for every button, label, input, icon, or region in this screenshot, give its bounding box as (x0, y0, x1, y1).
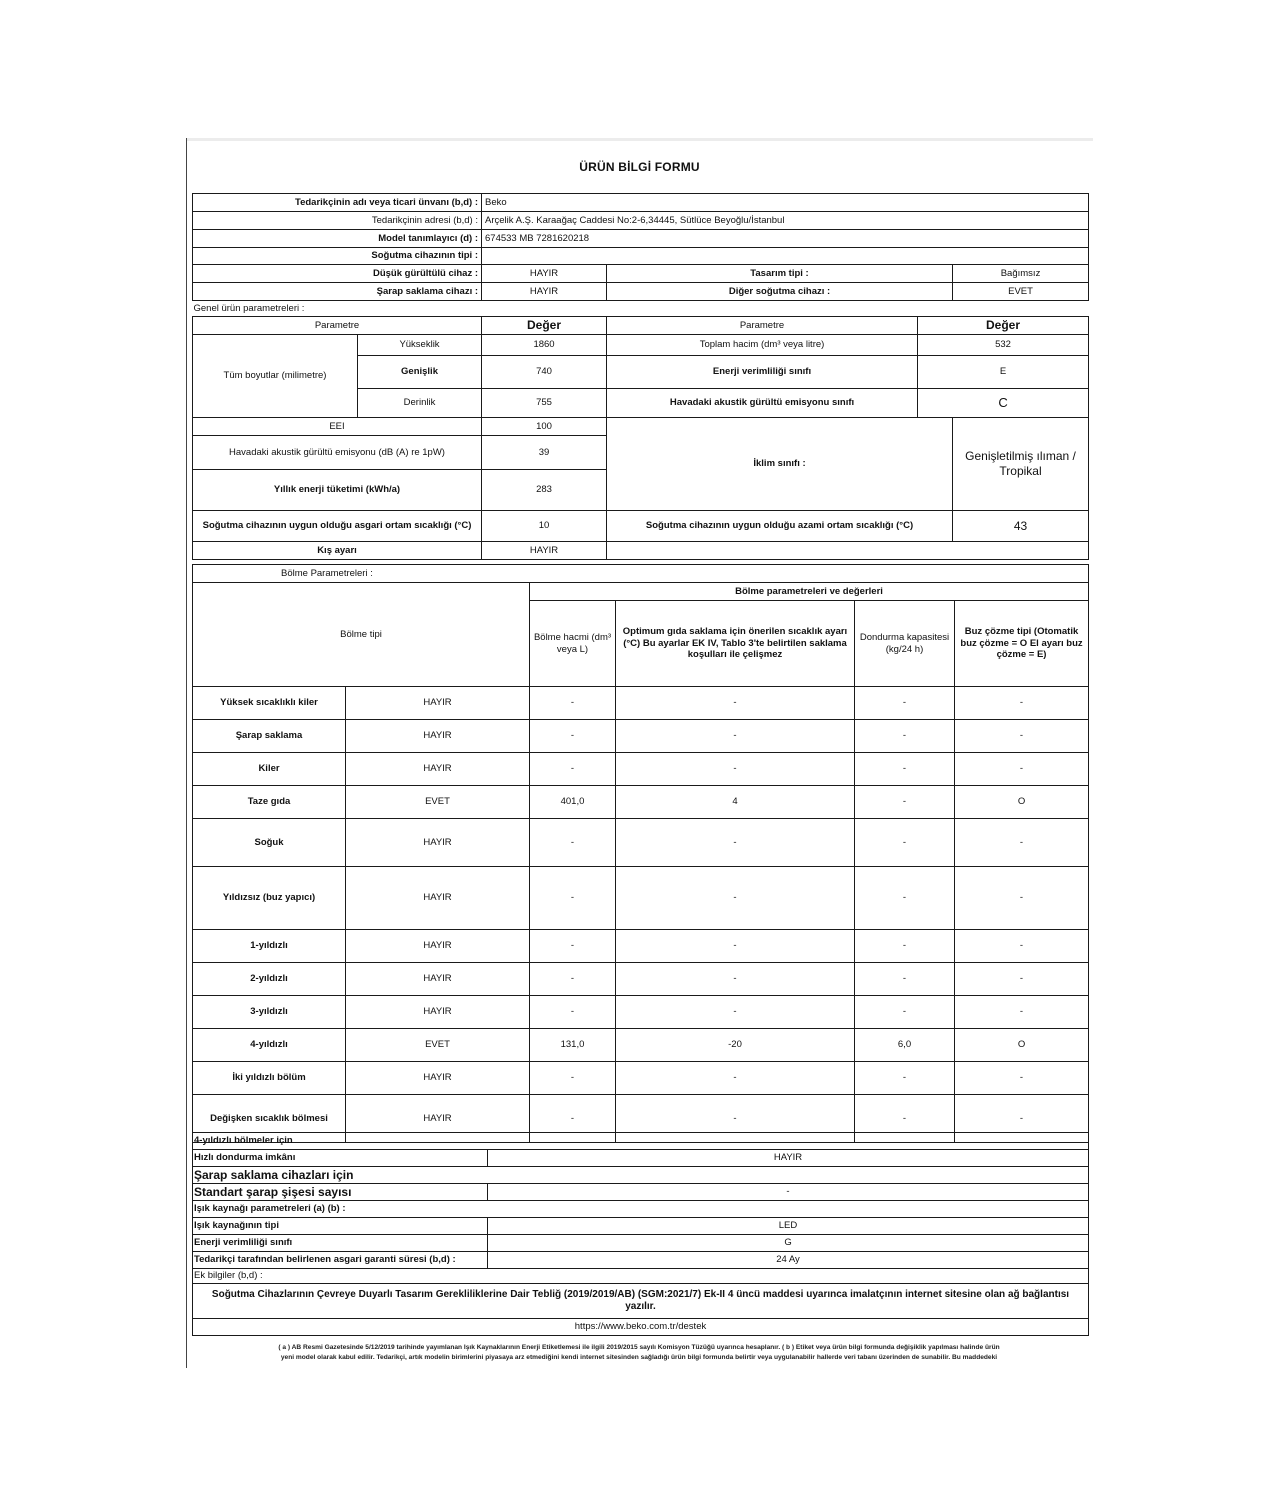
compartment-freeze: - (855, 1095, 955, 1143)
dimension-width-label: Genişlik (358, 356, 482, 389)
ambient-temp-row (193, 511, 1089, 542)
max-temp-label: Soğutma cihazının uygun olduğu azami ortam sıcaklığı (°C) (607, 511, 953, 542)
compartment-freeze: - (855, 963, 955, 996)
compartment-defrost: - (955, 720, 1089, 753)
compartment-row (193, 720, 1089, 753)
wine-label-row (193, 1167, 1089, 1184)
compartment-row (193, 930, 1089, 963)
compartment-present: EVET (346, 1029, 530, 1062)
compartment-defrost: - (955, 753, 1089, 786)
compartment-freeze: - (855, 786, 955, 819)
light-energy-value: G (488, 1235, 1089, 1252)
noise-class-label: Havadaki akustik gürültü emisyonu sınıfı (607, 389, 918, 418)
dimension-height-label: Yükseklik (358, 335, 482, 356)
supplier-address-label: Tedarikçinin adresi (b,d) : (193, 212, 482, 230)
compartment-name: Yıldızsız (buz yapıcı) (193, 867, 346, 930)
supplier-address-value: Arçelik A.Ş. Karaağaç Caddesi No:2-6,34445, Sütlüce Beyoğlu/İstanbul (482, 212, 1089, 230)
compartment-temp: - (616, 963, 855, 996)
compartment-defrost: - (955, 996, 1089, 1029)
compartment-temp: - (616, 867, 855, 930)
design-type-label: Tasarım tipi : (607, 265, 953, 283)
supplier-address-row (193, 212, 1089, 230)
compartment-volume: - (530, 819, 616, 867)
compartment-row (193, 753, 1089, 786)
compartment-params-label: Bölme Parametreleri : (193, 565, 1089, 583)
compartment-defrost: O (955, 1029, 1089, 1062)
compartment-volume: - (530, 996, 616, 1029)
compartment-present: HAYIR (346, 753, 530, 786)
compartment-type-header: Bölme tipi (193, 583, 530, 687)
support-url[interactable]: https://www.beko.com.tr/destek (193, 1319, 1089, 1336)
param-header: Parametre (193, 317, 482, 335)
dimension-depth-label: Derinlik (358, 389, 482, 418)
compartment-temp: - (616, 996, 855, 1029)
winter-value: HAYIR (482, 542, 607, 560)
min-temp-label: Soğutma cihazının uygun olduğu asgari ortam sıcaklığı (°C) (193, 511, 482, 542)
compartment-temp: 4 (616, 786, 855, 819)
compartment-freeze: - (855, 753, 955, 786)
eei-label: EEI (193, 418, 482, 436)
compartment-volume: - (530, 1095, 616, 1143)
wine-device-label: Şarap saklama cihazı : (193, 283, 482, 301)
general-parameters-table (192, 193, 1089, 560)
compartment-volume: - (530, 867, 616, 930)
warranty-label: Tedarikçi tarafından belirlenen asgari garanti süresi (b,d) : (193, 1252, 488, 1269)
regulation-text: Soğutma Cihazlarının Çevreye Duyarlı Tasarım Gerekliliklerine Dair Tebliğ (2019/2019/AB) (SGM:2021/7) Ek-II 4 üncü maddesi uyarınca imalatçının internet sitesine olan ağ bağlantısı yazılır. (193, 1284, 1089, 1319)
url-row (193, 1319, 1089, 1336)
wine-bottles-label: Standart şarap şişesi sayısı (193, 1184, 488, 1201)
compartment-volume: 401,0 (530, 786, 616, 819)
total-volume-value: 532 (918, 335, 1089, 356)
light-label-row (193, 1201, 1089, 1218)
winter-empty (607, 542, 1089, 560)
energy-class-label: Enerji verimliliği sınıfı (607, 356, 918, 389)
compartment-present: HAYIR (346, 867, 530, 930)
light-type-row (193, 1218, 1089, 1235)
compartment-defrost: - (955, 963, 1089, 996)
annual-energy-value: 283 (482, 470, 607, 511)
max-temp-value: 43 (953, 511, 1089, 542)
model-row (193, 230, 1089, 248)
compartment-row (193, 963, 1089, 996)
param-header-2: Parametre (607, 317, 918, 335)
design-type-value: Bağımsız (953, 265, 1089, 283)
supplier-name-label: Tedarikçinin adı veya ticari ünvanı (b,d) : (193, 194, 482, 212)
fast-freeze-label: Hızlı dondurma imkânı (193, 1150, 488, 1167)
footnote (196, 1343, 1082, 1362)
compartment-row (193, 819, 1089, 867)
compartment-defrost: O (955, 786, 1089, 819)
compartment-present: HAYIR (346, 1095, 530, 1143)
compartment-row (193, 996, 1089, 1029)
compartment-temp: - (616, 753, 855, 786)
other-device-label: Diğer soğutma cihazı : (607, 283, 953, 301)
low-noise-value: HAYIR (482, 265, 607, 283)
supplier-name-row (193, 194, 1089, 212)
compartment-table (192, 564, 1089, 1143)
dimension-height-value: 1860 (482, 335, 607, 356)
compartment-defrost: - (955, 867, 1089, 930)
noise-db-label: Havadaki akustik gürültü emisyonu (dB (A) re 1pW) (193, 436, 482, 470)
compartment-temp: - (616, 687, 855, 720)
other-device-value: EVET (953, 283, 1089, 301)
compartment-present: HAYIR (346, 1062, 530, 1095)
warranty-row (193, 1252, 1089, 1269)
compartment-volume: - (530, 720, 616, 753)
wine-device-row (193, 283, 1089, 301)
compartment-freeze: - (855, 819, 955, 867)
value-header-2: Değer (918, 317, 1089, 335)
supplier-name-value: Beko (482, 194, 1089, 212)
compartment-row (193, 1062, 1089, 1095)
compartment-name: 1-yıldızlı (193, 930, 346, 963)
four-star-label-row (193, 1133, 1089, 1150)
value-header: Değer (482, 317, 607, 335)
noise-db-value: 39 (482, 436, 607, 470)
compartment-row (193, 867, 1089, 930)
footnote-line-2: yeni model olarak kabul edilir. Tedarikçi, artık modelin birimlerini piyasaya arz etmediğini kendi internet sitesinden sağladığı ürün bilgi formunda belirtir veya uygulanabilir hallerde veri tabanı üzerinden de sunabilir. Bu maddedeki (280, 1353, 998, 1361)
compartment-temp: -20 (616, 1029, 855, 1062)
four-star-label: 4-yıldızlı bölmeler için (193, 1133, 1089, 1150)
min-temp-value: 10 (482, 511, 607, 542)
compartment-name: Yüksek sıcaklıklı kiler (193, 687, 346, 720)
compartment-temp: - (616, 1095, 855, 1143)
light-type-label: Işık kaynağının tipi (193, 1218, 488, 1235)
compartment-defrost: - (955, 687, 1089, 720)
light-energy-label: Enerji verimliliği sınıfı (193, 1235, 488, 1252)
compartment-name: Değişken sıcaklık bölmesi (193, 1095, 346, 1143)
compartment-freeze: 6,0 (855, 1029, 955, 1062)
wine-bottles-row (193, 1184, 1089, 1201)
compartment-name: Taze gıda (193, 786, 346, 819)
compartment-temp: - (616, 819, 855, 867)
compartment-row (193, 687, 1089, 720)
energy-class-value: E (918, 356, 1089, 389)
light-type-value: LED (488, 1218, 1089, 1235)
compartment-name: Şarap saklama (193, 720, 346, 753)
total-volume-label: Toplam hacim (dm³ veya litre) (607, 335, 918, 356)
compartment-volume: 131,0 (530, 1029, 616, 1062)
compartment-present: HAYIR (346, 720, 530, 753)
compartment-freeze: - (855, 720, 955, 753)
footnote-line-1: ( a ) AB Resmi Gazetesinde 5/12/2019 tarihinde yayımlanan Işık Kaynaklarının Enerji Etiketlemesi ile ilgili 2019/2015 sayılı Komisyon Tüzüğü uyarınca hesaplanır. ( b ) Etiket veya ürün bilgi formunda değişiklik yapılması halinde ürün (278, 1344, 1000, 1351)
temp-header: Optimum gıda saklama için önerilen sıcaklık ayarı (°C) Bu ayarlar EK IV, Tablo 3'te belirtilen saklama koşulları ile çelişmez (616, 601, 855, 687)
extra-label-row (193, 1269, 1089, 1284)
sheet-top-edge (187, 138, 1093, 141)
compartment-row (193, 1029, 1089, 1062)
compartment-name: 3-yıldızlı (193, 996, 346, 1029)
compartment-defrost: - (955, 819, 1089, 867)
compartment-defrost: - (955, 1062, 1089, 1095)
compartment-volume: - (530, 963, 616, 996)
compartment-defrost: - (955, 930, 1089, 963)
winter-row (193, 542, 1089, 560)
warranty-value: 24 Ay (488, 1252, 1089, 1269)
compartment-name: İki yıldızlı bölüm (193, 1062, 346, 1095)
compartment-freeze: - (855, 1062, 955, 1095)
sheet-left-edge (186, 138, 187, 1368)
compartment-present: HAYIR (346, 819, 530, 867)
dimension-depth-value: 755 (482, 389, 607, 418)
device-type-value (482, 248, 1089, 265)
dimension-width-value: 740 (482, 356, 607, 389)
compartment-present: HAYIR (346, 996, 530, 1029)
defrost-header: Buz çözme tipi (Otomatik buz çözme = O El ayarı buz çözme = E) (955, 601, 1089, 687)
compartment-present: HAYIR (346, 963, 530, 996)
model-label: Model tanımlayıcı (d) : (193, 230, 482, 248)
climate-class-value: Genişletilmiş ılıman / Tropikal (953, 418, 1089, 511)
general-params-label: Genel ürün parametreleri : (193, 301, 1089, 317)
eei-row (193, 418, 1089, 436)
compartment-freeze: - (855, 930, 955, 963)
compartment-present: HAYIR (346, 930, 530, 963)
compartment-volume: - (530, 687, 616, 720)
model-value: 674533 MB 7281620218 (482, 230, 1089, 248)
fast-freeze-row (193, 1150, 1089, 1167)
device-type-label: Soğutma cihazının tipi : (193, 248, 482, 265)
height-row (193, 335, 1089, 356)
fast-freeze-value: HAYIR (488, 1150, 1089, 1167)
compartment-row (193, 786, 1089, 819)
light-energy-row (193, 1235, 1089, 1252)
compartment-present: HAYIR (346, 687, 530, 720)
compartment-defrost: - (955, 1095, 1089, 1143)
climate-class-label: İklim sınıfı : (607, 418, 953, 511)
compartment-temp: - (616, 720, 855, 753)
compartment-temp: - (616, 930, 855, 963)
low-noise-row (193, 265, 1089, 283)
params-header-row (193, 317, 1089, 335)
device-type-row (193, 248, 1089, 265)
eei-value: 100 (482, 418, 607, 436)
compartment-group-header: Bölme parametreleri ve değerleri (530, 583, 1089, 601)
regulation-row (193, 1284, 1089, 1319)
wine-device-value: HAYIR (482, 283, 607, 301)
freeze-header: Dondurma kapasitesi (kg/24 h) (855, 601, 955, 687)
noise-class-value: C (918, 389, 1089, 418)
dimensions-label: Tüm boyutlar (milimetre) (193, 335, 358, 418)
compartment-name: 2-yıldızlı (193, 963, 346, 996)
low-noise-label: Düşük gürültülü cihaz : (193, 265, 482, 283)
compartment-label-row (193, 565, 1089, 583)
volume-header: Bölme hacmi (dm³ veya L) (530, 601, 616, 687)
wine-bottles-value: - (488, 1184, 1089, 1201)
compartment-name: Kiler (193, 753, 346, 786)
compartment-volume: - (530, 1062, 616, 1095)
general-params-label-row (193, 301, 1089, 317)
compartment-name: Soğuk (193, 819, 346, 867)
compartment-volume: - (530, 753, 616, 786)
compartment-freeze: - (855, 867, 955, 930)
light-section-label: Işık kaynağı parametreleri (a) (b) : (193, 1201, 1089, 1218)
compartment-temp: - (616, 1062, 855, 1095)
annual-energy-label: Yıllık enerji tüketimi (kWh/a) (193, 470, 482, 511)
compartment-freeze: - (855, 687, 955, 720)
form-title: ÜRÜN BİLGİ FORMU (579, 160, 700, 174)
compartment-group-row (193, 583, 1089, 601)
compartment-present: EVET (346, 786, 530, 819)
extra-info-label: Ek bilgiler (b,d) : (193, 1269, 1089, 1284)
winter-label: Kış ayarı (193, 542, 482, 560)
compartment-volume: - (530, 930, 616, 963)
compartment-name: 4-yıldızlı (193, 1029, 346, 1062)
additional-info-table (192, 1132, 1089, 1336)
wine-section-label: Şarap saklama cihazları için (193, 1167, 1089, 1184)
compartment-freeze: - (855, 996, 955, 1029)
